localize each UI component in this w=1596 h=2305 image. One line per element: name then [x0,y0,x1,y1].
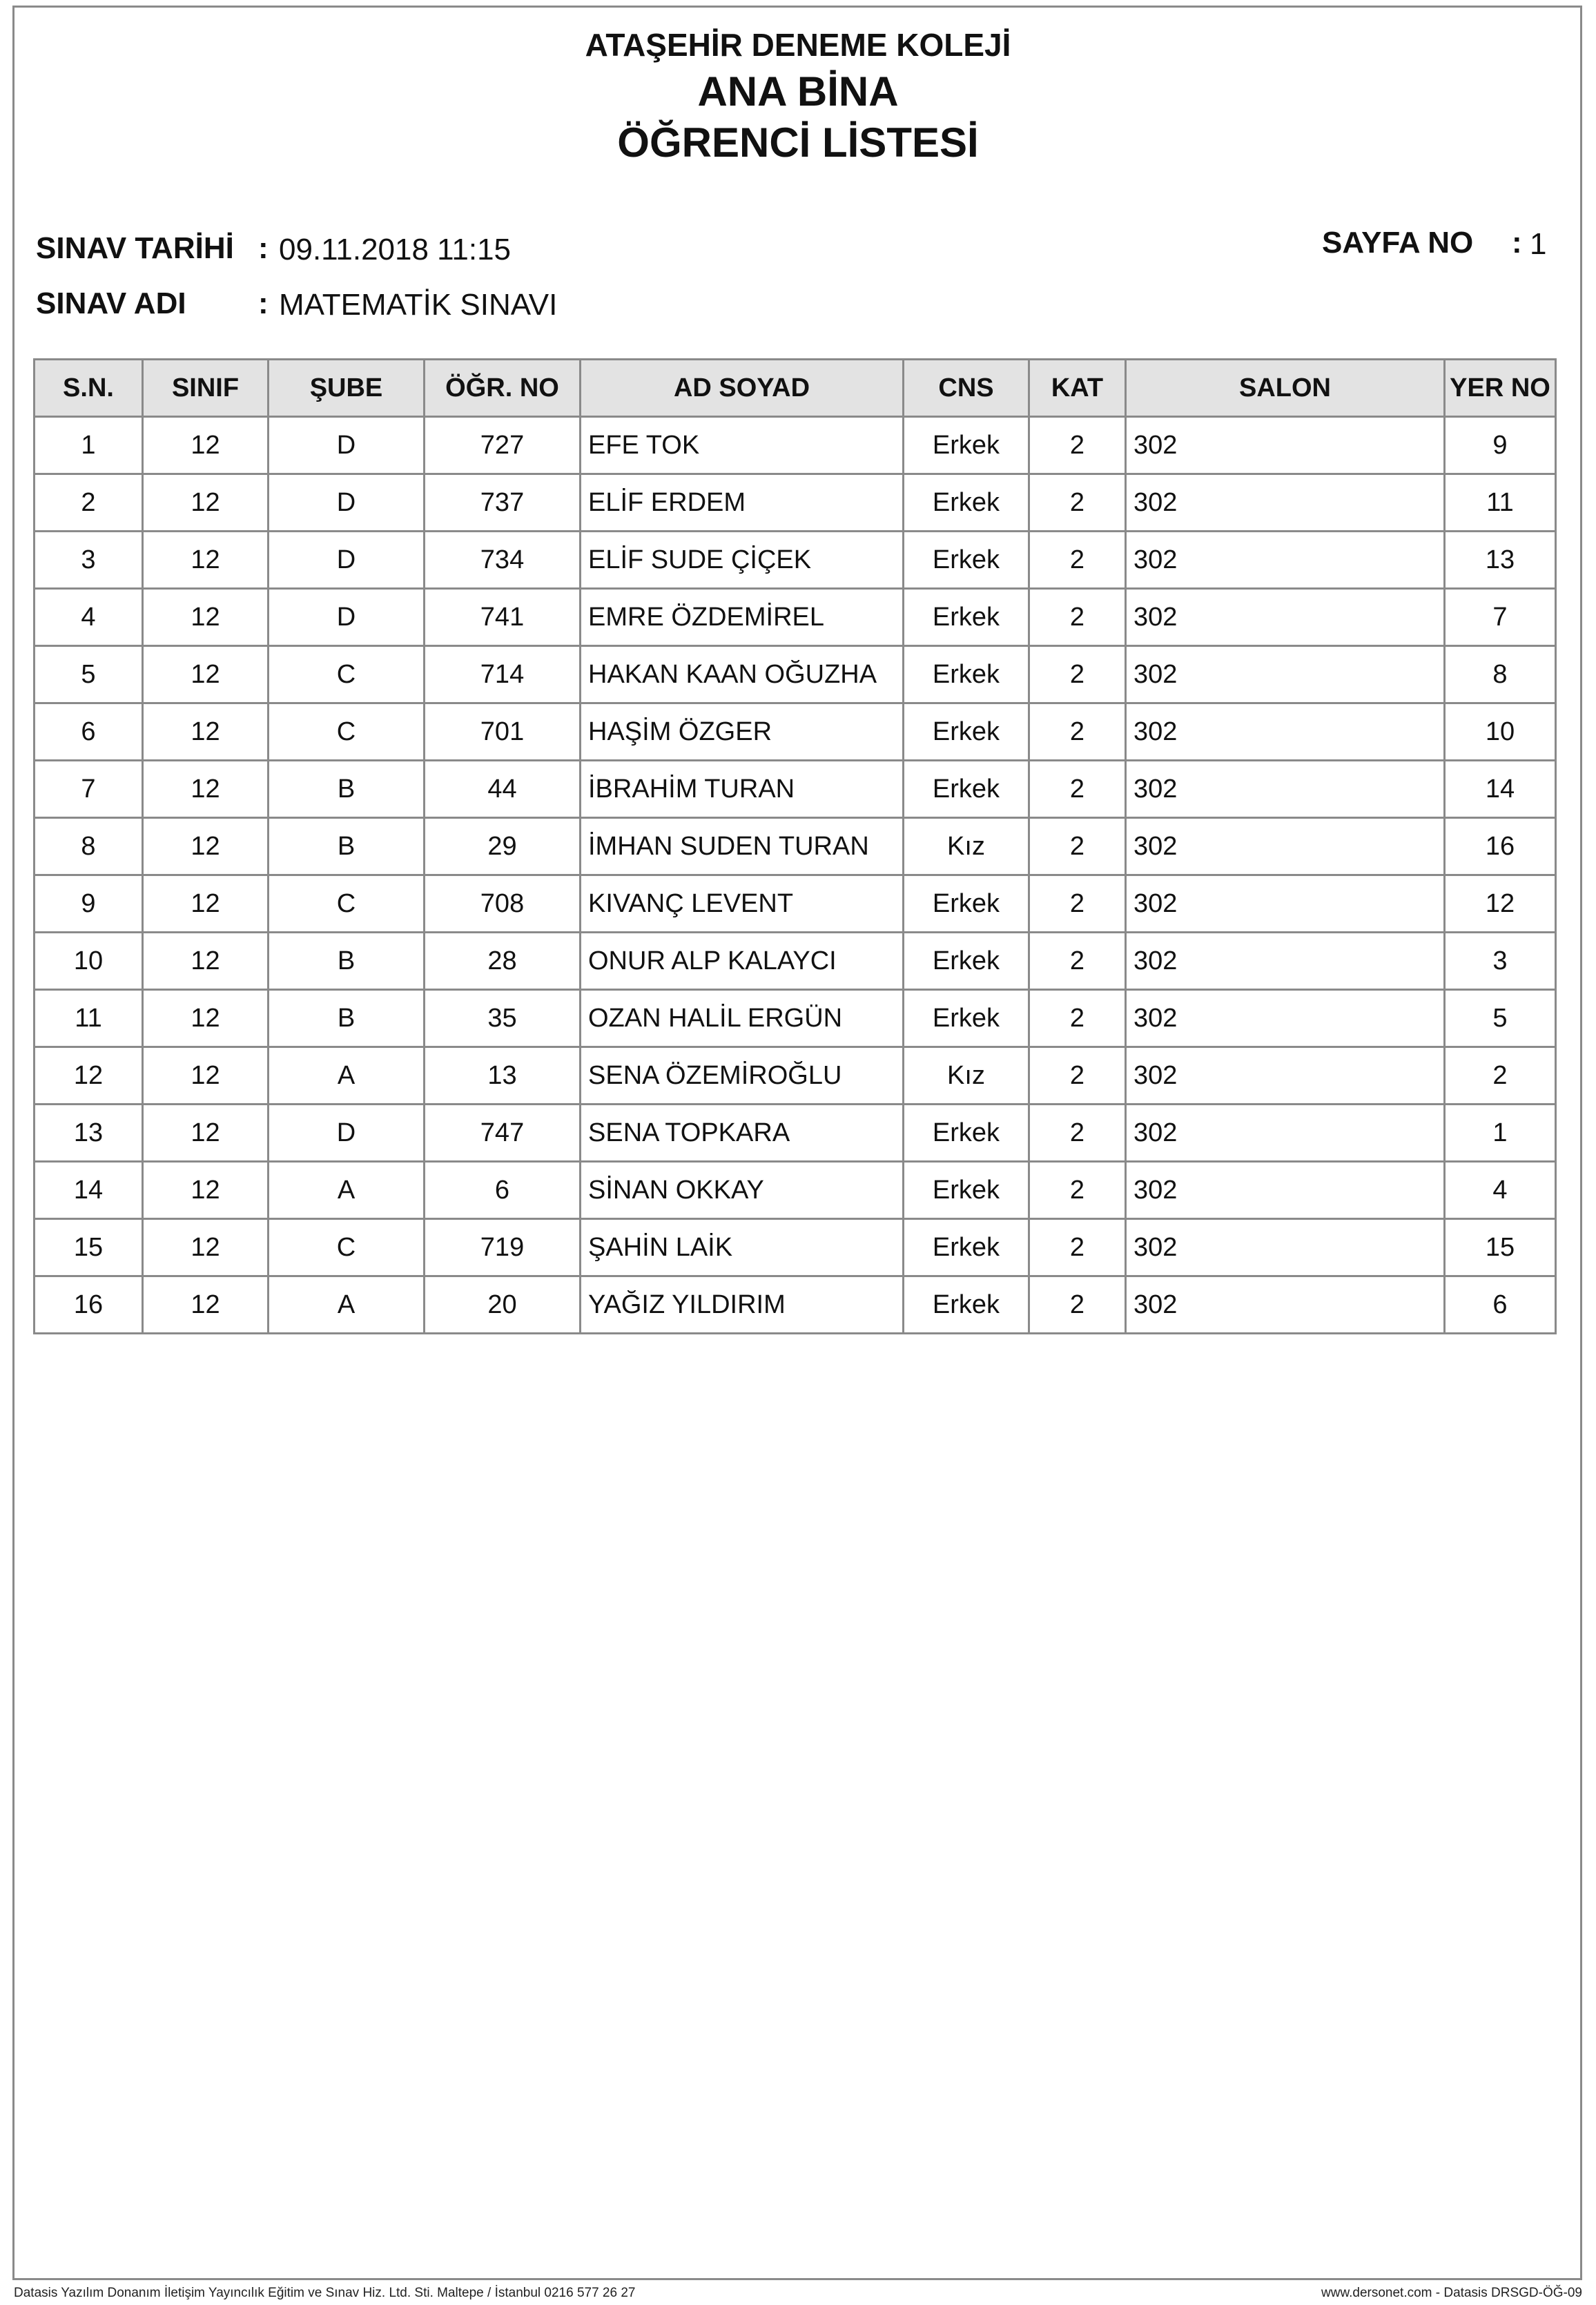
cell-sn: 8 [35,818,143,875]
cell-cns: Erkek [904,703,1029,761]
cell-ogr-no: 727 [425,417,581,474]
cell-sube: C [269,646,425,703]
cell-yer-no: 14 [1445,761,1556,818]
cell-sinif: 12 [143,703,269,761]
cell-sube: B [269,818,425,875]
page-number-label: SAYFA NO [1322,226,1474,260]
cell-salon: 302 [1126,1105,1445,1162]
cell-cns: Erkek [904,1105,1029,1162]
footer-company: Datasis Yazılım Donanım İletişim Yayıncılık Eğitim ve Sınav Hiz. Ltd. Sti. Maltepe / İstanbul 0216 577 26 27 [14,2286,636,2300]
cell-salon: 302 [1126,589,1445,646]
cell-kat: 2 [1029,1105,1126,1162]
cell-sube: D [269,1105,425,1162]
cell-sinif: 12 [143,1219,269,1276]
list-title: ÖĞRENCİ LİSTESİ [617,119,979,166]
cell-sinif: 12 [143,875,269,933]
cell-sinif: 12 [143,1162,269,1219]
cell-salon: 302 [1126,933,1445,990]
cell-ogr-no: 719 [425,1219,581,1276]
cell-yer-no: 7 [1445,589,1556,646]
cell-sube: D [269,532,425,589]
page-number-value: 1 [1530,227,1547,261]
building-name: ANA BİNA [697,68,899,115]
cell-sube: A [269,1047,425,1105]
cell-cns: Kız [904,818,1029,875]
cell-salon: 302 [1126,646,1445,703]
table-row [35,933,1556,990]
cell-salon: 302 [1126,875,1445,933]
cell-sn: 4 [35,589,143,646]
cell-sinif: 12 [143,990,269,1047]
cell-yer-no: 11 [1445,474,1556,532]
table-row [35,474,1556,532]
cell-sinif: 12 [143,532,269,589]
cell-sinif: 12 [143,1276,269,1334]
cell-sinif: 12 [143,1047,269,1105]
cell-cns: Erkek [904,761,1029,818]
page-number-colon: : [1512,226,1522,260]
table-row [35,1276,1556,1334]
cell-ad-soyad: SİNAN OKKAY [581,1162,904,1219]
cell-kat: 2 [1029,646,1126,703]
cell-ogr-no: 6 [425,1162,581,1219]
cell-kat: 2 [1029,1276,1126,1334]
header-ogr-no: ÖĞR. NO [425,360,581,417]
cell-sube: B [269,990,425,1047]
cell-sn: 3 [35,532,143,589]
cell-sn: 12 [35,1047,143,1105]
cell-sube: C [269,1219,425,1276]
cell-ad-soyad: EFE TOK [581,417,904,474]
school-name: ATAŞEHİR DENEME KOLEJİ [585,27,1011,63]
cell-sinif: 12 [143,933,269,990]
cell-cns: Erkek [904,589,1029,646]
cell-ogr-no: 20 [425,1276,581,1334]
cell-sn: 6 [35,703,143,761]
table-row [35,875,1556,933]
cell-sn: 1 [35,417,143,474]
cell-sn: 9 [35,875,143,933]
cell-cns: Kız [904,1047,1029,1105]
cell-cns: Erkek [904,1276,1029,1334]
table-row [35,1105,1556,1162]
header-sn: S.N. [35,360,143,417]
cell-salon: 302 [1126,532,1445,589]
cell-ogr-no: 741 [425,589,581,646]
cell-salon: 302 [1126,417,1445,474]
cell-cns: Erkek [904,933,1029,990]
table-row [35,589,1556,646]
cell-salon: 302 [1126,818,1445,875]
cell-sube: C [269,703,425,761]
cell-ad-soyad: OZAN HALİL ERGÜN [581,990,904,1047]
cell-ogr-no: 747 [425,1105,581,1162]
table-row [35,646,1556,703]
student-table [33,358,1557,1334]
cell-sinif: 12 [143,589,269,646]
exam-name-colon: : [258,286,269,320]
cell-salon: 302 [1126,1219,1445,1276]
cell-yer-no: 5 [1445,990,1556,1047]
cell-cns: Erkek [904,417,1029,474]
cell-sinif: 12 [143,474,269,532]
exam-date-colon: : [258,231,269,265]
cell-cns: Erkek [904,532,1029,589]
cell-sn: 2 [35,474,143,532]
cell-sinif: 12 [143,1105,269,1162]
cell-ad-soyad: ELİF ERDEM [581,474,904,532]
cell-sinif: 12 [143,646,269,703]
cell-sube: A [269,1162,425,1219]
cell-ogr-no: 44 [425,761,581,818]
cell-salon: 302 [1126,703,1445,761]
cell-ogr-no: 13 [425,1047,581,1105]
cell-kat: 2 [1029,1047,1126,1105]
cell-ogr-no: 734 [425,532,581,589]
cell-kat: 2 [1029,761,1126,818]
cell-salon: 302 [1126,1276,1445,1334]
cell-sube: D [269,589,425,646]
cell-ogr-no: 714 [425,646,581,703]
cell-sn: 14 [35,1162,143,1219]
cell-ad-soyad: KIVANÇ LEVENT [581,875,904,933]
cell-sn: 5 [35,646,143,703]
cell-sube: B [269,933,425,990]
table-row [35,703,1556,761]
cell-kat: 2 [1029,990,1126,1047]
cell-kat: 2 [1029,1162,1126,1219]
cell-sn: 10 [35,933,143,990]
cell-kat: 2 [1029,703,1126,761]
cell-sube: B [269,761,425,818]
cell-salon: 302 [1126,761,1445,818]
cell-ad-soyad: YAĞIZ YILDIRIM [581,1276,904,1334]
cell-ad-soyad: HAKAN KAAN OĞUZHA [581,646,904,703]
cell-kat: 2 [1029,1219,1126,1276]
cell-ad-soyad: SENA TOPKARA [581,1105,904,1162]
cell-salon: 302 [1126,990,1445,1047]
cell-salon: 302 [1126,1162,1445,1219]
cell-sinif: 12 [143,818,269,875]
cell-ad-soyad: ELİF SUDE ÇİÇEK [581,532,904,589]
footer-code: www.dersonet.com - Datasis DRSGD-ÖĞ-09 [1321,2286,1582,2300]
cell-sn: 7 [35,761,143,818]
cell-ogr-no: 29 [425,818,581,875]
cell-kat: 2 [1029,589,1126,646]
cell-cns: Erkek [904,1162,1029,1219]
cell-yer-no: 1 [1445,1105,1556,1162]
table-row [35,761,1556,818]
cell-ogr-no: 708 [425,875,581,933]
exam-name-value: MATEMATİK SINAVI [279,288,558,322]
header-salon: SALON [1126,360,1445,417]
cell-yer-no: 12 [1445,875,1556,933]
header-yer-no: YER NO [1445,360,1556,417]
table-row [35,417,1556,474]
cell-yer-no: 10 [1445,703,1556,761]
table-row [35,532,1556,589]
cell-ogr-no: 35 [425,990,581,1047]
cell-kat: 2 [1029,417,1126,474]
cell-ogr-no: 701 [425,703,581,761]
cell-kat: 2 [1029,532,1126,589]
cell-kat: 2 [1029,875,1126,933]
cell-cns: Erkek [904,875,1029,933]
exam-name-label: SINAV ADI [36,286,186,320]
cell-ad-soyad: ŞAHİN LAİK [581,1219,904,1276]
header-ad-soyad: AD SOYAD [581,360,904,417]
cell-kat: 2 [1029,818,1126,875]
cell-yer-no: 2 [1445,1047,1556,1105]
table-row [35,1047,1556,1105]
cell-yer-no: 4 [1445,1162,1556,1219]
cell-sinif: 12 [143,761,269,818]
cell-sinif: 12 [143,417,269,474]
header-sinif: SINIF [143,360,269,417]
cell-sube: D [269,417,425,474]
cell-yer-no: 8 [1445,646,1556,703]
cell-salon: 302 [1126,474,1445,532]
cell-yer-no: 6 [1445,1276,1556,1334]
cell-ogr-no: 737 [425,474,581,532]
cell-cns: Erkek [904,474,1029,532]
cell-ad-soyad: ONUR ALP KALAYCI [581,933,904,990]
table-row [35,990,1556,1047]
table-row [35,1219,1556,1276]
cell-yer-no: 16 [1445,818,1556,875]
cell-cns: Erkek [904,1219,1029,1276]
cell-kat: 2 [1029,933,1126,990]
header-kat: KAT [1029,360,1126,417]
cell-yer-no: 9 [1445,417,1556,474]
cell-ogr-no: 28 [425,933,581,990]
cell-sube: A [269,1276,425,1334]
cell-ad-soyad: EMRE ÖZDEMİREL [581,589,904,646]
cell-yer-no: 3 [1445,933,1556,990]
cell-cns: Erkek [904,646,1029,703]
cell-sn: 11 [35,990,143,1047]
table-row [35,818,1556,875]
cell-yer-no: 15 [1445,1219,1556,1276]
cell-sube: D [269,474,425,532]
header-cns: CNS [904,360,1029,417]
exam-date-value: 09.11.2018 11:15 [279,233,512,266]
cell-cns: Erkek [904,990,1029,1047]
exam-date-label: SINAV TARİHİ [36,231,234,265]
cell-ad-soyad: İBRAHİM TURAN [581,761,904,818]
cell-ad-soyad: HAŞİM ÖZGER [581,703,904,761]
cell-sube: C [269,875,425,933]
table-header-row [35,360,1556,417]
table-row [35,1162,1556,1219]
cell-sn: 15 [35,1219,143,1276]
cell-sn: 13 [35,1105,143,1162]
cell-sn: 16 [35,1276,143,1334]
cell-salon: 302 [1126,1047,1445,1105]
cell-ad-soyad: SENA ÖZEMİROĞLU [581,1047,904,1105]
table-body [35,417,1556,1334]
cell-yer-no: 13 [1445,532,1556,589]
cell-ad-soyad: İMHAN SUDEN TURAN [581,818,904,875]
cell-kat: 2 [1029,474,1126,532]
header-sube: ŞUBE [269,360,425,417]
